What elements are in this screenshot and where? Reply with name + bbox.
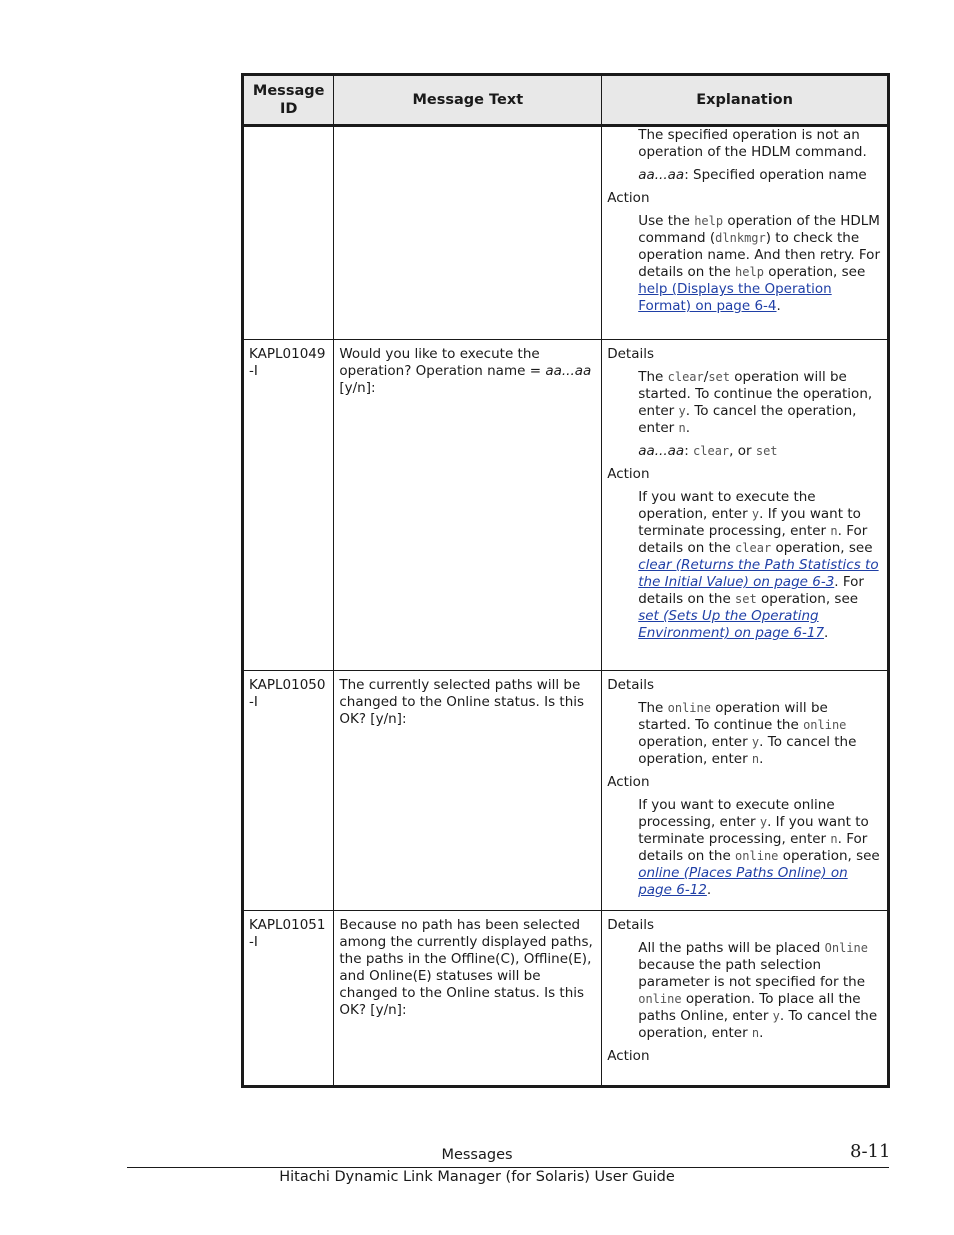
text-run: operation. To place all the paths Online, enter	[638, 991, 861, 1024]
message-id-cell	[243, 126, 334, 340]
link-online-operation[interactable]: online (Places Paths Online) on page 6-12	[638, 865, 848, 898]
code-y: y	[759, 815, 768, 829]
code-help: help	[694, 214, 724, 228]
details-label: Details	[607, 677, 655, 693]
header-message-id: Message ID	[243, 75, 334, 126]
text-run: Would you like to execute the operation? Operation name =	[339, 346, 546, 379]
code-n: n	[751, 1026, 760, 1040]
code-online: online	[803, 718, 847, 732]
header-message-text: Message Text	[334, 75, 602, 126]
code-online: online	[638, 992, 682, 1006]
page-number: 8-11	[850, 1141, 891, 1162]
code-set: set	[735, 592, 757, 606]
details-label: Details	[607, 346, 655, 362]
message-id-cell: KAPL01050 -I	[243, 671, 334, 911]
code-set: set	[708, 370, 730, 384]
table-row	[243, 671, 889, 911]
code-n: n	[751, 752, 760, 766]
footer-divider	[127, 1167, 889, 1168]
action-text	[638, 213, 882, 315]
text-run: . To cancel the operation, enter	[638, 403, 857, 436]
text-run: .	[685, 420, 691, 436]
text-run: Use the	[638, 213, 695, 229]
message-table	[241, 73, 890, 1088]
link-set-operation[interactable]: set (Sets Up the Operating Environment) on page 6-17	[638, 608, 825, 641]
code-n: n	[830, 832, 838, 846]
link-clear-operation[interactable]: clear (Returns the Path Statistics to the Initial Value) on page 6-3	[638, 557, 879, 590]
action-label: Action	[607, 1048, 650, 1064]
text-run: /	[703, 369, 709, 385]
text-run: operation, see	[771, 540, 873, 556]
code-dlnkmgr: dlnkmgr	[715, 231, 766, 245]
text-run: . To cancel the operation, enter	[638, 1008, 878, 1041]
action-text	[638, 797, 882, 899]
details-text	[638, 940, 882, 1042]
text-run: operation will be started. To continue the	[638, 700, 828, 733]
text-run: operation, enter	[638, 734, 752, 750]
table-row	[243, 340, 889, 671]
details-label: Details	[607, 917, 655, 933]
code-y: y	[751, 507, 760, 521]
text-run: . For details on the	[638, 523, 868, 556]
text-run: The	[638, 700, 668, 716]
code-Online: Online	[824, 941, 869, 955]
action-label: Action	[607, 774, 650, 790]
message-text-cell: The currently selected paths will be changed to the Online status. Is this OK? [y/n]:	[334, 671, 602, 911]
param-text: : Specified operation name	[684, 167, 867, 183]
text-run: .	[706, 882, 712, 898]
text-run: .	[759, 751, 764, 767]
code-clear: clear	[693, 444, 730, 458]
code-n: n	[678, 421, 686, 435]
explanation-cell	[602, 126, 889, 340]
param-description	[638, 167, 882, 184]
table-header-row	[243, 75, 889, 126]
code-clear: clear	[735, 541, 772, 555]
message-id-cell: KAPL01049 -I	[243, 340, 334, 671]
details-text	[638, 369, 882, 437]
code-y: y	[678, 404, 686, 418]
text-run: . If you want to terminate processing, enter	[638, 814, 869, 847]
text-run: operation, see	[756, 591, 859, 607]
action-label: Action	[607, 466, 650, 482]
text-run: . For details on the	[638, 574, 864, 607]
text-run: All the paths will be placed	[638, 940, 825, 956]
footer-section-title: Messages	[441, 1147, 513, 1163]
header-explanation: Explanation	[602, 75, 889, 126]
text-run: If you want to execute the operation, enter	[638, 489, 816, 522]
text-run: The	[638, 369, 668, 385]
text-run: . To cancel the operation, enter	[638, 734, 857, 767]
table-row	[243, 126, 889, 340]
code-y: y	[751, 735, 760, 749]
text-run: , or	[729, 443, 756, 459]
code-online: online	[735, 849, 779, 863]
text-run: operation of the HDLM command (	[638, 213, 880, 246]
text-run: [y/n]:	[339, 380, 376, 396]
message-text-cell	[334, 126, 602, 340]
text-run: ) to check the operation name. And then retry. For details on the	[638, 230, 880, 280]
explanation-cell	[602, 671, 889, 911]
code-online: online	[667, 701, 711, 715]
explanation-cell	[602, 340, 889, 671]
message-text-cell	[334, 340, 602, 671]
text-run: .	[776, 298, 781, 314]
explanation-cell	[602, 911, 889, 1087]
code-n: n	[830, 524, 838, 538]
text-run: .	[824, 625, 829, 641]
text-run: If you want to execute online processing, enter	[638, 797, 835, 830]
param-var: aa...aa	[638, 167, 685, 183]
text-run: :	[684, 443, 694, 459]
text-run: operation, see	[778, 848, 880, 864]
guide-title: Hitachi Dynamic Link Manager (for Solaris) User Guide	[279, 1169, 675, 1185]
text-run: operation will be started. To continue the operation, enter	[638, 369, 873, 419]
text-run: .	[759, 1025, 764, 1041]
text-run: . If you want to terminate processing, enter	[638, 506, 861, 539]
message-text-cell: Because no path has been selected among the currently displayed paths, the paths in the Offline(C), Offline(E), and Online(E) statuses will be changed to the Online status. Is this OK? [y/n]:	[334, 911, 602, 1087]
table-row	[243, 911, 889, 1087]
message-id-cell: KAPL01051 -I	[243, 911, 334, 1087]
explanation-intro: The specified operation is not an operation of the HDLM command.	[638, 127, 867, 160]
text-run: because the path selection parameter is not specified for the	[638, 957, 866, 990]
link-help-operation[interactable]: help (Displays the Operation Format) on page 6-4	[638, 281, 832, 314]
text-run: . For details on the	[638, 831, 868, 864]
param-description	[638, 443, 882, 460]
code-set: set	[755, 444, 778, 458]
action-label: Action	[607, 190, 650, 206]
param-var: aa...aa	[545, 363, 592, 379]
details-text	[638, 700, 882, 768]
code-y: y	[772, 1009, 780, 1023]
action-text	[638, 489, 882, 642]
param-var: aa...aa	[638, 443, 685, 459]
code-help: help	[735, 265, 764, 279]
code-clear: clear	[667, 370, 704, 384]
text-run: operation, see	[763, 264, 866, 280]
